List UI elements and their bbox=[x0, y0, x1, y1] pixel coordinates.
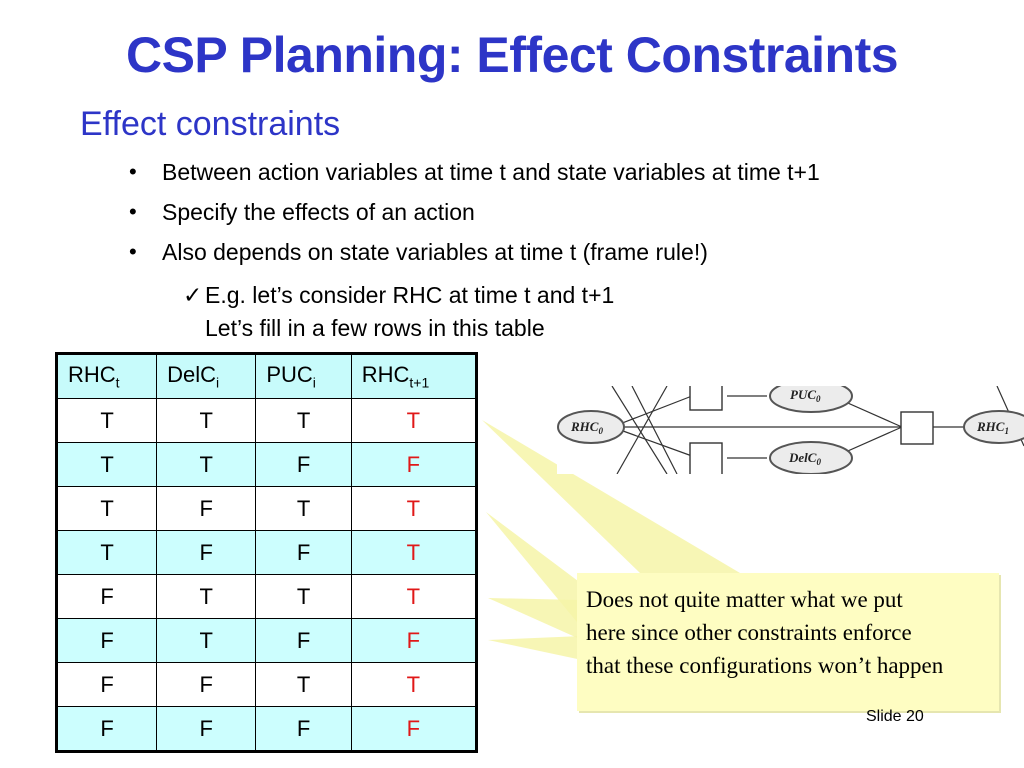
table-row bbox=[57, 531, 477, 575]
diagram-node bbox=[770, 386, 852, 412]
callout-line: Does not quite matter what we put bbox=[586, 587, 903, 612]
diagram-node bbox=[770, 442, 852, 474]
table-cell: F bbox=[57, 575, 157, 619]
svg-text:PUC0: $PUC_0$ bbox=[790, 387, 821, 404]
table-cell: T bbox=[57, 443, 157, 487]
output-cell: T bbox=[351, 531, 476, 575]
svg-text:RHC0: $RHC_0$ bbox=[571, 419, 603, 436]
truth-table bbox=[55, 352, 478, 753]
callout-line: here since other constraints enforce bbox=[586, 620, 912, 645]
table-cell: T bbox=[256, 487, 351, 531]
column-header: $RHC_{t+1}$ bbox=[351, 354, 476, 399]
table-header-row bbox=[57, 354, 477, 399]
output-cell: F bbox=[351, 443, 476, 487]
output-cell: T bbox=[351, 399, 476, 443]
callout-line: that these configurations won’t happen bbox=[586, 653, 944, 678]
slide-subheading: Effect constraints bbox=[80, 105, 341, 143]
table-cell: T bbox=[256, 575, 351, 619]
table-cell: F bbox=[157, 531, 256, 575]
column-header: $PUC_i$ bbox=[256, 354, 351, 399]
table-cell: T bbox=[57, 399, 157, 443]
bullet-text: Also depends on state variables at time t (frame rule!) bbox=[162, 239, 708, 265]
example-line-2: Let’s fill in a few rows in this table bbox=[205, 315, 545, 341]
table-row bbox=[57, 399, 477, 443]
table-cell: F bbox=[157, 487, 256, 531]
svg-text:DelC0: DelC$_0$ bbox=[789, 450, 821, 467]
table-cell: F bbox=[256, 443, 351, 487]
table-cell: F bbox=[57, 707, 157, 752]
table-row bbox=[57, 707, 477, 752]
table-cell: T bbox=[157, 443, 256, 487]
bullet-text: Between action variables at time t and state variables at time t+1 bbox=[162, 159, 820, 185]
bullet-dot-icon: • bbox=[129, 159, 137, 184]
output-cell: T bbox=[351, 663, 476, 707]
table-cell: F bbox=[157, 663, 256, 707]
output-cell: F bbox=[351, 619, 476, 663]
table-cell: F bbox=[256, 707, 351, 752]
table-cell: T bbox=[57, 531, 157, 575]
callout-note bbox=[577, 573, 999, 711]
bullet-text: Specify the effects of an action bbox=[162, 199, 475, 225]
output-cell: T bbox=[351, 575, 476, 619]
table-cell: T bbox=[157, 619, 256, 663]
table-row bbox=[57, 443, 477, 487]
bullet-dot-icon: • bbox=[129, 239, 137, 264]
table-cell: T bbox=[57, 487, 157, 531]
network-diagram bbox=[557, 386, 1024, 474]
svg-text:RHC1: $RHC_1$ bbox=[977, 419, 1009, 436]
table-cell: F bbox=[256, 619, 351, 663]
table-cell: T bbox=[157, 399, 256, 443]
table-cell: F bbox=[57, 663, 157, 707]
slide-number: Slide 20 bbox=[866, 708, 924, 725]
slide-title: CSP Planning: Effect Constraints bbox=[125, 27, 899, 83]
bullet-dot-icon: • bbox=[129, 199, 137, 224]
example-line-1: E.g. let’s consider RHC at time t and t+1 bbox=[205, 282, 615, 308]
table-cell: T bbox=[256, 663, 351, 707]
column-header: $RHC_t$ bbox=[57, 354, 157, 399]
table-cell: F bbox=[57, 619, 157, 663]
checkmark-icon: ✓ bbox=[183, 282, 203, 308]
table-row bbox=[57, 663, 477, 707]
diagram-node bbox=[558, 411, 624, 443]
table-cell: F bbox=[256, 531, 351, 575]
table-cell: T bbox=[256, 399, 351, 443]
output-cell: T bbox=[351, 487, 476, 531]
output-cell: F bbox=[351, 707, 476, 752]
table-row bbox=[57, 487, 477, 531]
table-cell: F bbox=[157, 707, 256, 752]
table-row bbox=[57, 619, 477, 663]
table-cell: T bbox=[157, 575, 256, 619]
diagram-node bbox=[964, 411, 1024, 443]
column-header: DelC$_i$ bbox=[157, 354, 256, 399]
table-row bbox=[57, 575, 477, 619]
